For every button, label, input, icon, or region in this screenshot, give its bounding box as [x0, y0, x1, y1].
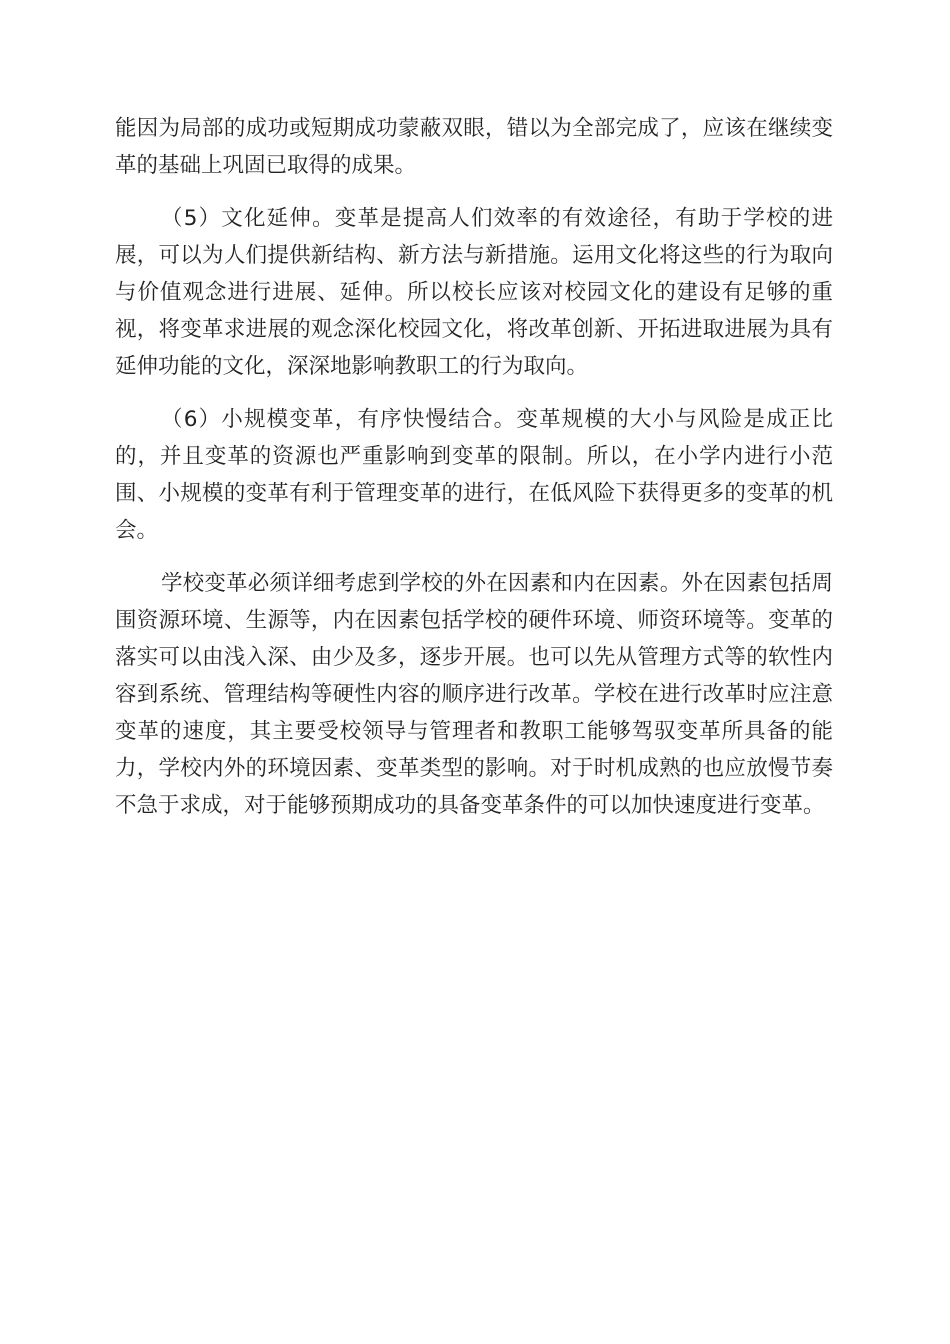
document-body — [115, 110, 833, 840]
paragraph-small-scale-reform: （6）小规模变革，有序快慢结合。变革规模的大小与风险是成正比的，并且变革的资源也严重影响到变革的限制。所以，在小学内进行小范围、小规模的变革有利于管理变革的进行，在低风险下获得更多的变革的机会。 — [115, 407, 833, 543]
paragraph-cultural-extension: （5）文化延伸。变革是提高人们效率的有效途径，有助于学校的进展，可以为人们提供新结构、新方法与新措施。运用文化将这些的行为取向与价值观念进行进展、延伸。所以校长应该对校园文化的建设有足够的重视，将变革求进展的观念深化校园文化，将改革创新、开拓进取进展为具有延伸功能的文化，深深地影响教职工的行为取向。 — [115, 206, 833, 379]
paragraph-school-reform-summary: 学校变革必须详细考虑到学校的外在因素和内在因素。外在因素包括周围资源环境、生源等，内在因素包括学校的硬件环境、师资环境等。变革的落实可以由浅入深、由少及多，逐步开展。也可以先从管理方式等的软性内容到系统、管理结构等硬性内容的顺序进行改革。学校在进行改革时应注意变革的速度，其主要受校领导与管理者和教职工能够驾驭变革所具备的能力，学校内外的环境因素、变革类型的影响。对于时机成熟的也应放慢节奏不急于求成，对于能够预期成功的具备变革条件的可以加快速度进行变革。 — [115, 571, 833, 818]
paragraph-continuation: 能因为局部的成功或短期成功蒙蔽双眼，错以为全部完成了，应该在继续变革的基础上巩固已取得的成果。 — [115, 116, 833, 178]
